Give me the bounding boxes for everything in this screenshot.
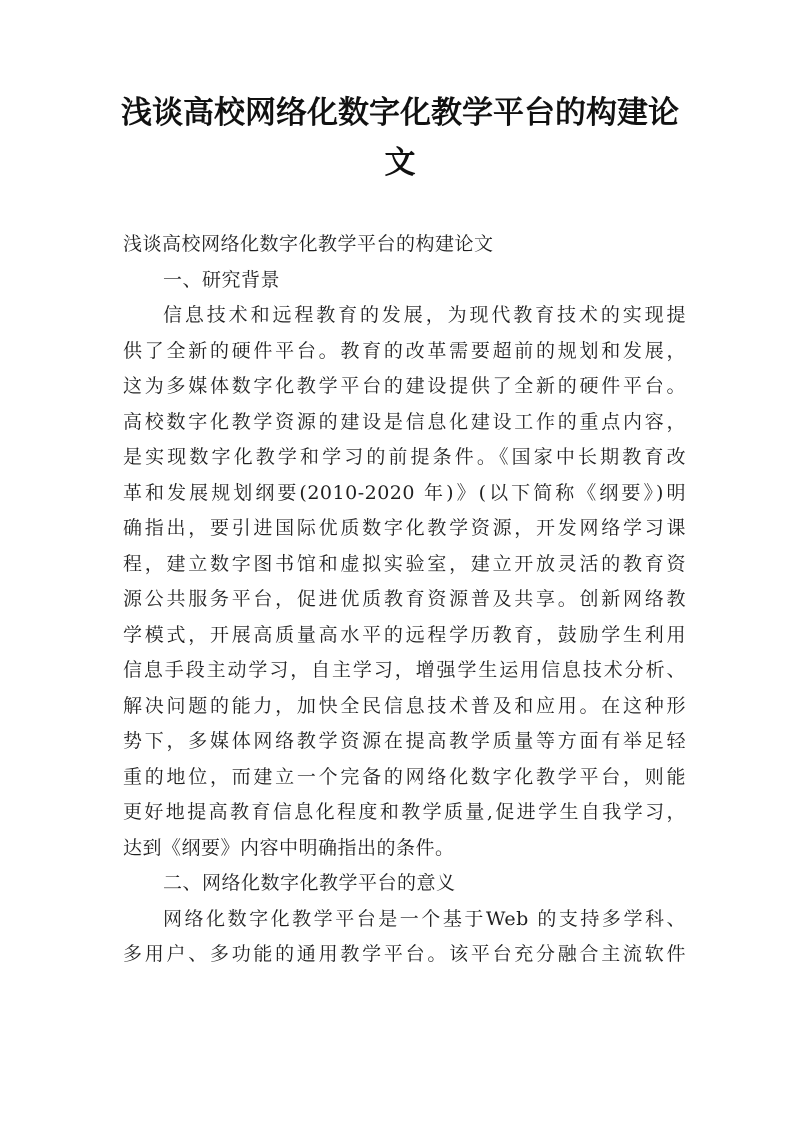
- paragraph-line: 源公共服务平台，促进优质教育资源普及共享。创新网络教: [123, 588, 686, 610]
- paragraph-line: 势下，多媒体网络教学资源在提高教学质量等方面有举足轻: [123, 730, 686, 752]
- paragraph-line: 高校数字化教学资源的建设是信息化建设工作的重点内容，: [123, 410, 686, 433]
- paragraph-line: 多用户、多功能的通用教学平台。该平台充分融合主流软件: [123, 943, 686, 965]
- paragraph-line: 达到《纲要》内容中明确指出的条件。: [123, 836, 455, 859]
- section-heading-1: 一、研究背景: [163, 268, 281, 291]
- paragraph-line: 程，建立数字图书馆和虚拟实验室，建立开放灵活的教育资: [123, 552, 686, 575]
- paragraph-line: 革和发展规划纲要(2010-2020 年)》(以下简称《纲要》)明: [123, 481, 686, 504]
- paragraph-line: 供了全新的硬件平台。教育的改革需要超前的规划和发展，: [123, 339, 686, 362]
- paragraph-line: 信息技术和远程教育的发展，为现代教育技术的实现提: [163, 304, 686, 326]
- document-body: [123, 227, 686, 973]
- paragraph-line: 确指出，要引进国际优质数字化教学资源，开发网络学习课: [123, 517, 686, 539]
- document-title-line-2: 文: [384, 145, 416, 181]
- paragraph-line: 信息手段主动学习，自主学习，增强学生运用信息技术分析、: [123, 659, 686, 681]
- document-title-line-1: 浅谈高校网络化数字化教学平台的构建论: [121, 95, 679, 131]
- document-title: [0, 88, 800, 188]
- paragraph-line: 是实现数字化教学和学习的前提条件。《国家中长期教育改: [123, 446, 686, 468]
- section-heading-2: 二、网络化数字化教学平台的意义: [163, 872, 456, 894]
- paragraph-line: 更好地提高教育信息化程度和教学质量,促进学生自我学习，: [123, 801, 686, 823]
- paragraph-line: 网络化数字化教学平台是一个基于Web 的支持多学科、: [163, 907, 686, 930]
- paragraph-line: 学模式，开展高质量高水平的远程学历教育，鼓励学生利用: [123, 623, 686, 646]
- paragraph-line: 重的地位，而建立一个完备的网络化数字化教学平台，则能: [123, 765, 686, 788]
- paragraph-line: 这为多媒体数字化教学平台的建设提供了全新的硬件平台。: [123, 375, 686, 397]
- subtitle-line: 浅谈高校网络化数字化教学平台的构建论文: [123, 233, 494, 255]
- paragraph-line: 解决问题的能力，加快全民信息技术普及和应用。在这种形: [123, 694, 686, 717]
